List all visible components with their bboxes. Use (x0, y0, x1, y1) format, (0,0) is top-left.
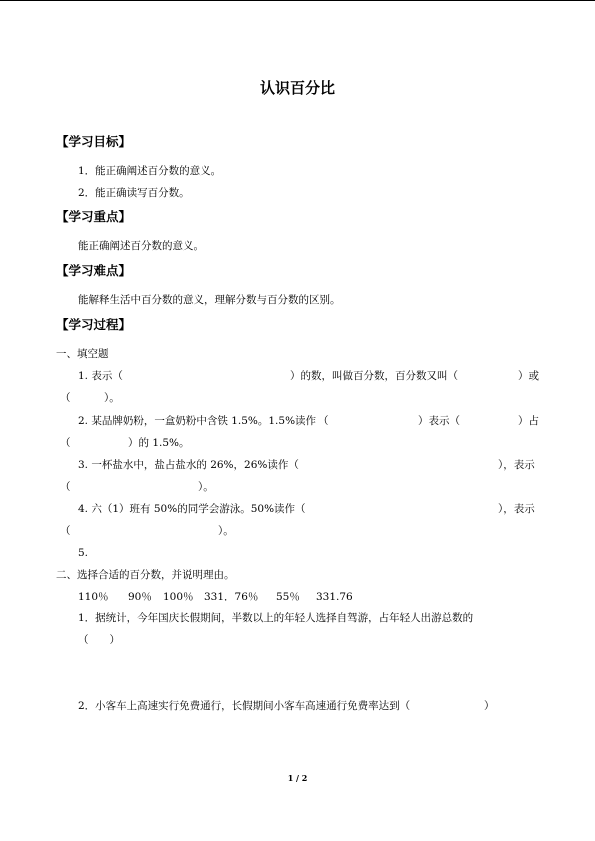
option-item: 331．76％ (204, 591, 259, 603)
q5-label: 5. (78, 547, 89, 559)
q4-part-c: （ (60, 525, 71, 537)
q1-part-c: ）或 (518, 370, 539, 382)
goal-item: 2．能正确读写百分数。 (78, 187, 190, 199)
q1-part-b: ）的数，叫做百分数，百分数又叫（ (290, 370, 458, 382)
q2-part-e: （ (60, 437, 71, 449)
q1-part-a: 1. 表示（ (78, 370, 123, 382)
q2-part-a: 2. 某品牌奶粉，一盒奶粉中含铁 1.5%。1.5%读作 (78, 415, 317, 427)
p2-q1-text: 1．据统计，今年国庆长假期间，半数以上的年轻人选择自驾游，占年轻人出游总数的 (78, 612, 474, 624)
page-title: 认识百分比 (259, 79, 335, 97)
q2-part-d: ）占 (518, 415, 539, 427)
page-top-border (0, 0, 595, 1)
difficulties-heading: 【学习难点】 (56, 263, 132, 278)
q3-part-b: ），表示 (498, 459, 535, 471)
p2-q1-blank: （ ） (78, 634, 120, 646)
option-item: 100％ (163, 591, 194, 603)
q2-part-f: ）的 1.5%。 (128, 437, 190, 449)
q1-part-d: （ (60, 392, 71, 404)
q1-part-e: ）。 (104, 392, 120, 404)
page-number: 1 / 2 (287, 773, 308, 783)
q3-part-a: 3. 一杯盐水中，盐占盐水的 26%，26%读作（ (78, 459, 299, 471)
q4-part-d: ）。 (218, 525, 234, 537)
q3-part-d: ）。 (198, 481, 214, 493)
goal-item: 1．能正确阐述百分数的意义。 (78, 165, 222, 177)
part2-title: 二、选择合适的百分数，并说明理由。 (56, 569, 235, 581)
q4-part-a: 4. 六（1）班有 50%的同学会游泳。50%读作（ (78, 503, 306, 515)
key-points-heading: 【学习重点】 (56, 209, 132, 224)
key-points-text: 能正确阐述百分数的意义。 (78, 240, 204, 252)
goals-heading: 【学习目标】 (56, 134, 132, 149)
q3-part-c: （ (60, 481, 71, 493)
q2-part-c: ）表示（ (418, 415, 460, 427)
part1-title: 一、填空题 (56, 348, 109, 360)
option-item: 110％ (78, 591, 109, 603)
option-item: 90％ (128, 591, 152, 603)
option-item: 55％ (276, 591, 300, 603)
p2-q2-text: 2．小客车上高速实行免费通行，长假期间小客车高速通行免费率达到（ (78, 700, 411, 712)
q4-part-b: ），表示 (498, 503, 535, 515)
q2-part-b: （ (318, 415, 329, 427)
process-heading: 【学习过程】 (56, 317, 132, 332)
option-item: 331.76 (316, 591, 353, 603)
p2-q2-end: ） (484, 700, 495, 712)
difficulties-text: 能解释生活中百分数的意义，理解分数与百分数的区别。 (78, 294, 341, 306)
